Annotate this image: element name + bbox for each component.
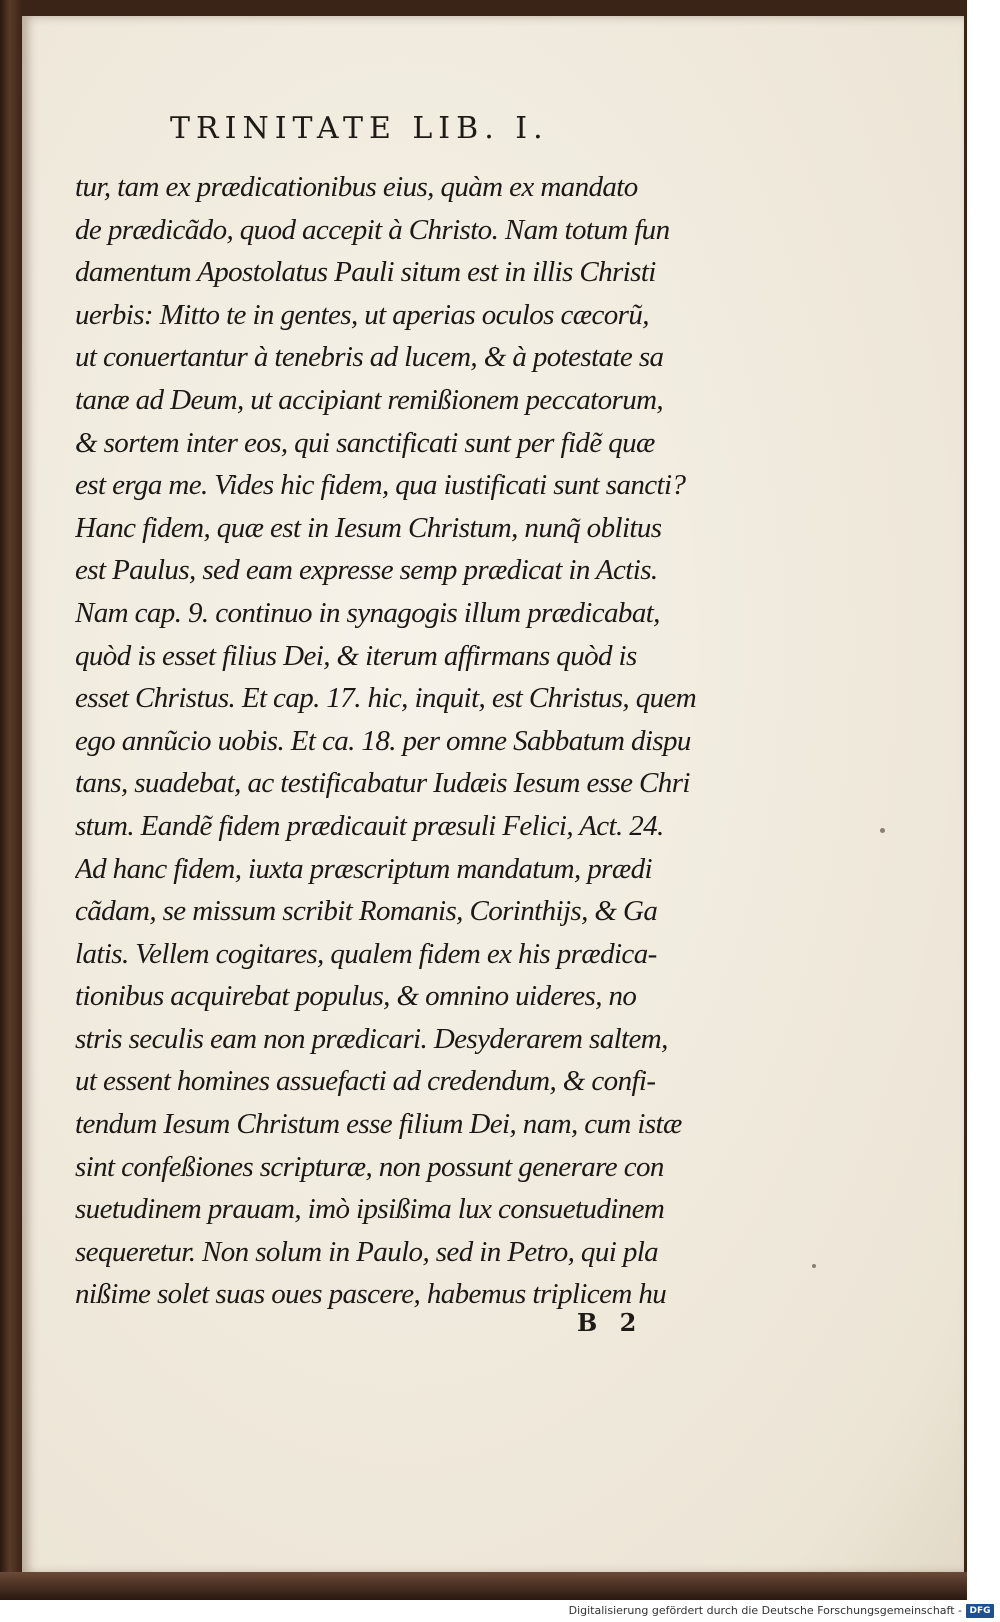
text-line: & sortem inter eos, qui sanctificati sunt per fidẽ quæ <box>75 426 655 459</box>
text-line: Hanc fidem, quæ est in Iesum Christum, nunq̃ oblitus <box>75 511 662 544</box>
body-text <box>75 166 735 1316</box>
running-head: TRINITATE LIB. I. <box>170 111 549 146</box>
book-bottom-edge <box>0 1572 967 1600</box>
text-line: tanæ ad Deum, ut accipiant remißionem peccatorum, <box>75 383 664 416</box>
text-line: uerbis: Mitto te in gentes, ut aperias oculos cæcorũ, <box>75 298 649 331</box>
text-line: latis. Vellem cogitares, qualem fidem ex his prædica- <box>75 937 657 970</box>
text-line: Ad hanc fidem, iuxta præscriptum mandatum, prædi <box>75 852 652 885</box>
text-line: cãdam, se missum scribit Romanis, Corinthijs, & Ga <box>75 895 658 928</box>
text-line: quòd is esset filius Dei, & iterum affirmans quòd is <box>75 639 637 672</box>
text-line: tur, tam ex prædicationibus eius, quàm ex mandato <box>75 171 638 203</box>
text-line: sint confeßiones scripturæ, non possunt generare con <box>75 1150 664 1183</box>
text-line: ut essent homines assuefacti ad credendum, & confi- <box>75 1065 656 1098</box>
signature-mark: B 2 <box>577 1308 637 1337</box>
book-page <box>22 16 964 1574</box>
text-line: stum. Eandẽ fidem prædicauit præsuli Felici, Act. 24. <box>75 809 664 842</box>
text-line: nißime solet suas oues pascere, habemus triplicem hu <box>75 1278 667 1311</box>
text-line: est erga me. Vides hic fidem, qua iustificati sunt sancti? <box>75 469 686 502</box>
paper-speck <box>812 1264 816 1268</box>
book-binding-edge <box>0 0 22 1600</box>
text-line: ego annũcio uobis. Et ca. 18. per omne Sabbatum dispu <box>75 724 691 757</box>
text-line: suetudinem prauam, imò ipsißima lux consuetudinem <box>75 1193 665 1226</box>
text-line: damentum Apostolatus Pauli situm est in illis Christi <box>75 256 656 289</box>
text-line: est Paulus, sed eam expresse semp prædicat in Actis. <box>75 554 658 587</box>
footer-bar <box>0 1600 1000 1622</box>
text-line: stris seculis eam non prædicari. Desyderarem saltem, <box>75 1022 668 1055</box>
text-line: tendum Iesum Christum esse filium Dei, nam, cum istæ <box>75 1108 682 1141</box>
text-line: tionibus acquirebat populus, & omnino uideres, no <box>75 980 637 1013</box>
text-line: esset Christus. Et cap. 17. hic, inquit, est Christus, quem <box>75 682 697 715</box>
dfg-logo: DFG <box>966 1604 994 1618</box>
funding-credit: Digitalisierung gefördert durch die Deutsche Forschungsgemeinschaft - <box>568 1604 962 1617</box>
paper-speck <box>880 828 885 833</box>
text-line: ut conuertantur à tenebris ad lucem, & à potestate sa <box>75 341 664 374</box>
text-line: Nam cap. 9. continuo in synagogis illum prædicabat, <box>75 596 660 629</box>
text-line: tans, suadebat, ac testificabatur Iudæis Iesum esse Chri <box>75 767 690 800</box>
text-line: sequeretur. Non solum in Paulo, sed in Petro, qui pla <box>75 1235 659 1268</box>
text-line: de prædicãdo, quod accepit à Christo. Nam totum fun <box>75 213 670 246</box>
